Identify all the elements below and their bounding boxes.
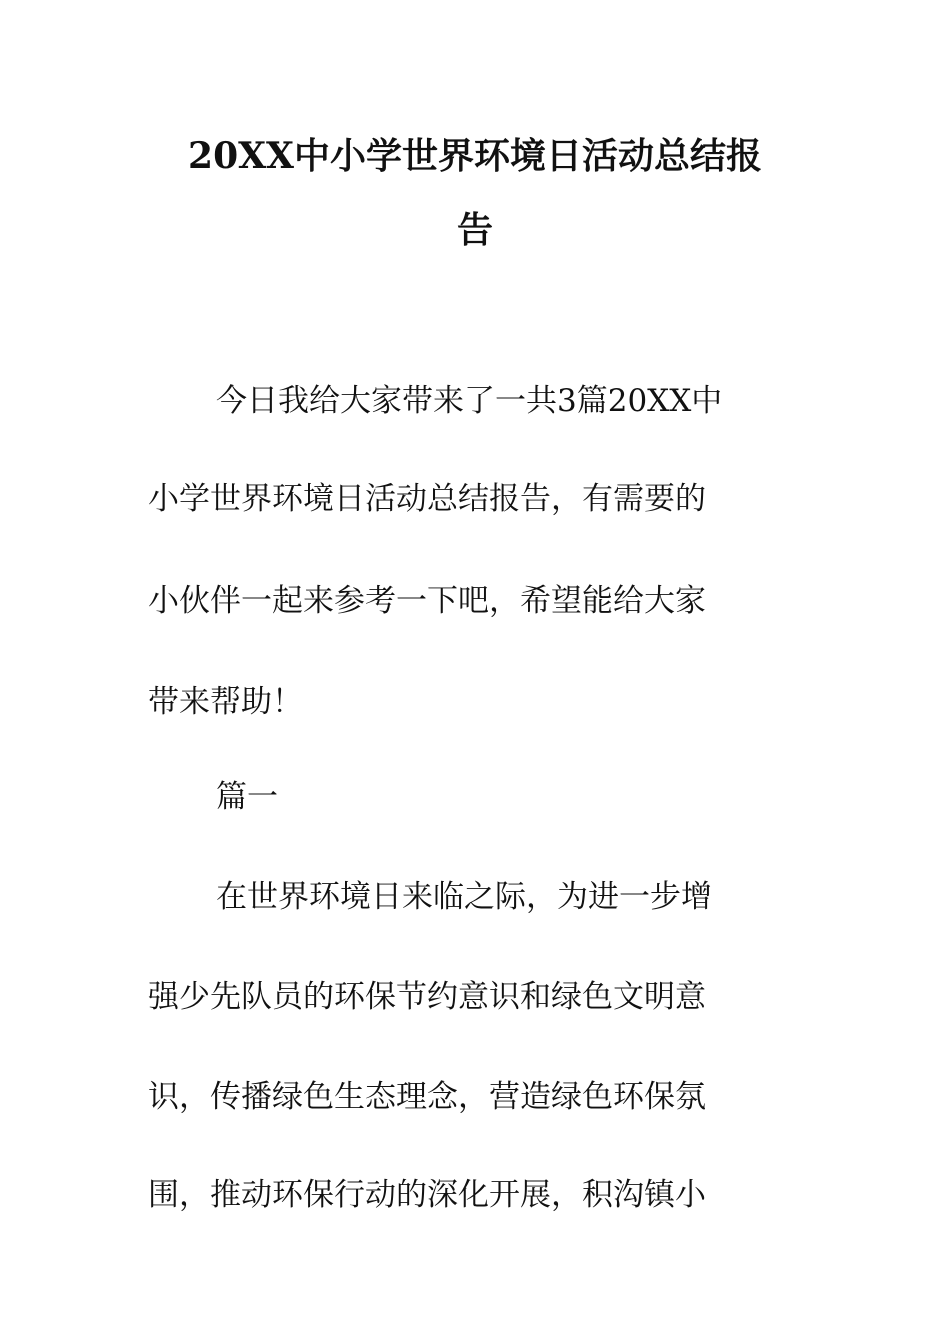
document-title-line-1: 20XX中小学世界环境日活动总结报	[188, 135, 762, 177]
paragraph-line: 识，传播绿色生态理念，营造绿色环保氛	[148, 1079, 706, 1115]
paragraph-line: 在世界环境日来临之际，为进一步增	[216, 879, 712, 915]
paragraph-line: 小伙伴一起来参考一下吧，希望能给大家	[148, 583, 706, 619]
paragraph-line: 带来帮助！	[148, 684, 303, 720]
paragraph-line: 小学世界环境日活动总结报告，有需要的	[148, 481, 706, 517]
section-heading: 篇一	[216, 779, 278, 815]
paragraph-line: 今日我给大家带来了一共3篇20XX中	[216, 383, 723, 419]
paragraph-line: 围，推动环保行动的深化开展，积沟镇小	[148, 1177, 706, 1213]
paragraph-line: 强少先队员的环保节约意识和绿色文明意	[148, 979, 706, 1015]
document-title-line-2: 告	[456, 209, 493, 251]
